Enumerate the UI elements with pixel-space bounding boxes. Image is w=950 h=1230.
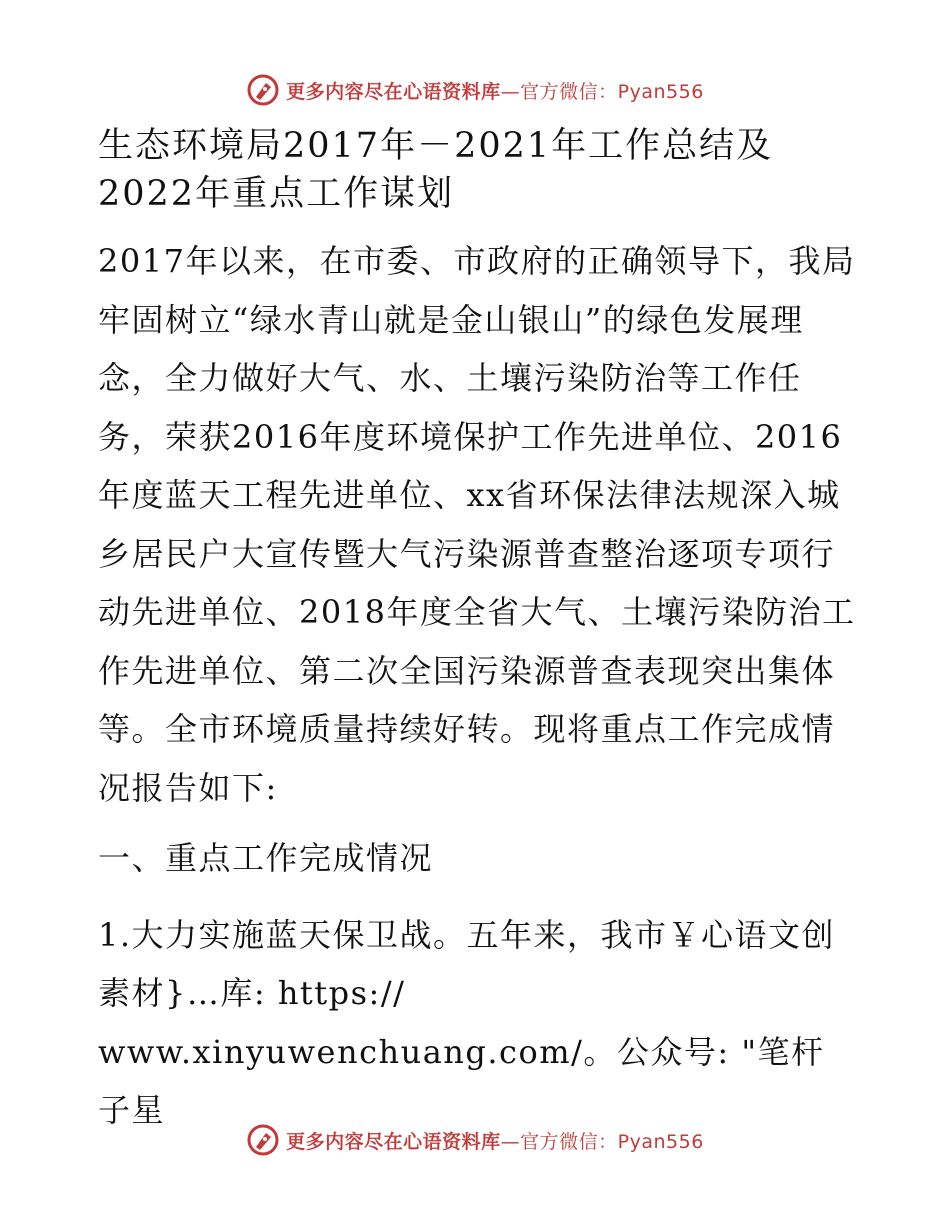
intro-paragraph: 2017年以来，在市委、市政府的正确领导下，我局牢固树立“绿水青山就是金山银山”的绿色发展理念，全力做好大气、水、土壤污染防治等工作任务，荣获2016年度环境保护工作先进单位、2016年度蓝天工程先进单位、xx省环保法律法规深入城乡居民户大宣传暨大气污染源普查整治逐项专项行动先进单位、2018年度全省大气、土壤污染防治工作先进单位、第二次全国污染源普查表现突出集体等。全市环境质量持续好转。现将重点工作完成情况报告如下: xyxy=(98,242,856,807)
watermark-rest: —官方微信：Pyan556 xyxy=(500,1130,704,1153)
document-title: 生态环境局2017年－2021年工作总结及2022年重点工作谋划 xyxy=(98,126,774,214)
watermark-main: 更多内容尽在心语资料库 xyxy=(286,80,501,103)
item1-line2: www.xinyuwenchuang.com/。公众号: "笔杆子星 xyxy=(98,1032,825,1129)
watermark-text xyxy=(286,1127,704,1154)
document-body xyxy=(98,122,858,1152)
watermark-text xyxy=(286,77,704,104)
pen-nib-circle-icon xyxy=(246,1123,280,1157)
footer-watermark xyxy=(0,1120,950,1160)
header-watermark xyxy=(0,70,950,110)
item1-line1: 1.大力实施蓝天保卫战。五年来，我市￥心语文创素材}…库: https:// xyxy=(98,915,836,1012)
pen-nib-circle-icon xyxy=(246,73,280,107)
watermark-main: 更多内容尽在心语资料库 xyxy=(286,1130,501,1153)
watermark-rest: —官方微信：Pyan556 xyxy=(500,80,704,103)
section-heading: 一、重点工作完成情况 xyxy=(98,839,434,877)
